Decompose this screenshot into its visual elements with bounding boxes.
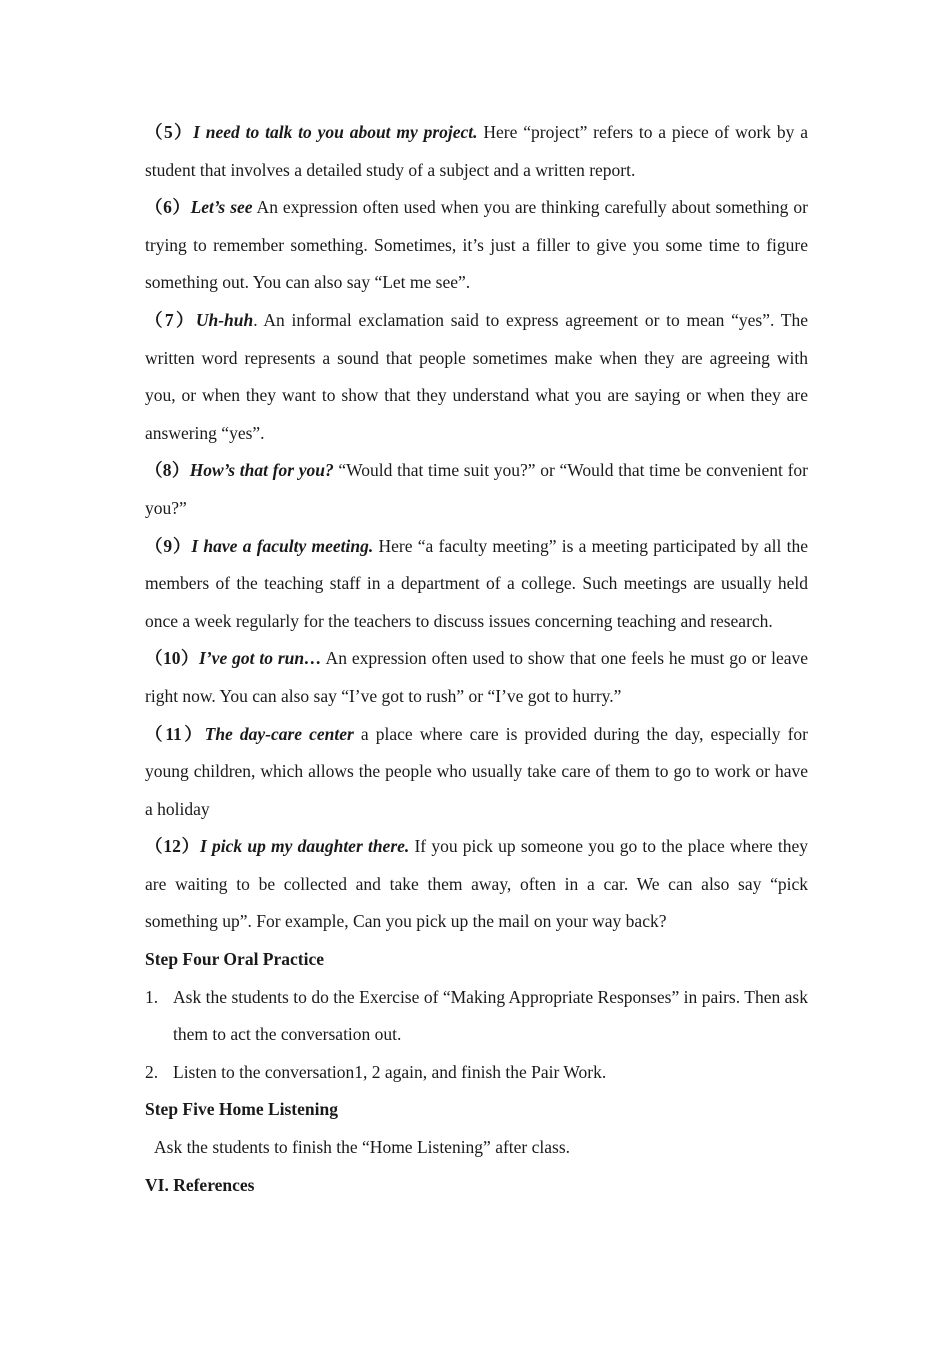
- note-5: [145, 114, 808, 189]
- note-term: I have a faculty meeting.: [191, 535, 374, 556]
- note-text: An expression often used when you are thinking carefully about something or trying to remember something. Sometimes, it’s just a filler to give you some time to figure something out. You can also say “Let me see”.: [145, 197, 808, 293]
- note-term: I’ve got to run…: [199, 648, 322, 669]
- note-number: （12）: [145, 836, 200, 857]
- note-text: An expression often used to show that one feels he must go or leave right now. You can also say “I’ve got to rush” or “I’ve got to hurry.”: [145, 648, 809, 706]
- note-text: Here “a faculty meeting” is a meeting participated by all the members of the teaching staff in a department of a college. Such meetings are usually held once a week regularly for the teachers to discuss issues concerning teaching and research.: [145, 535, 808, 631]
- note-12: [145, 828, 808, 941]
- note-term: Uh-huh: [195, 309, 254, 330]
- note-term: How’s that for you?: [189, 460, 334, 481]
- note-number: （6）: [145, 197, 191, 218]
- note-8: [145, 452, 808, 527]
- note-text: . An informal exclamation said to express agreement or to mean “yes”. The written word represents a sound that people sometimes make when they are agreeing with you, or when they want to show that they understand what you are saying or when they are answering “yes”.: [145, 309, 808, 443]
- note-text: If you pick up someone you go to the place where they are waiting to be collected and take them away, often in a car. We can also say “pick something up”. For example, Can you pick up the mail on your way back?: [145, 836, 808, 932]
- note-11: [145, 716, 808, 829]
- note-10: [145, 640, 808, 715]
- note-number: （10）: [145, 648, 200, 669]
- list-item-text: Ask the students to do the Exercise of “Making Appropriate Responses” in pairs. Then ask them to act the conversation out.: [173, 986, 808, 1045]
- note-text: a place where care is provided during the day, especially for young children, which allows the people who usually take care of them to go to work or have a holiday: [145, 723, 808, 819]
- note-6: [145, 189, 808, 302]
- note-term: I pick up my daughter there.: [199, 836, 410, 857]
- note-text: Here “project” refers to a piece of work by a student that involves a detailed study of a subject and a written report.: [145, 122, 808, 180]
- note-number: （8）: [145, 460, 190, 481]
- note-9: [145, 528, 808, 641]
- note-7: [145, 302, 808, 452]
- references-heading: VI. References: [145, 1174, 255, 1195]
- document-body: [145, 114, 808, 1204]
- note-term: Let’s see: [190, 197, 253, 218]
- note-term: I need to talk to you about my project.: [193, 122, 478, 142]
- list-item: [145, 1054, 808, 1092]
- step-five-text: Ask the students to finish the “Home Listening” after class.: [154, 1137, 571, 1158]
- note-text: “Would that time suit you?” or “Would that time be convenient for you?”: [145, 460, 808, 518]
- note-number: （5）: [145, 122, 194, 142]
- note-term: The day-care center: [204, 723, 354, 744]
- note-number: （7）: [145, 309, 196, 330]
- note-number: （9）: [145, 535, 192, 556]
- list-marker: 1.: [145, 986, 159, 1007]
- note-number: （11）: [145, 723, 205, 744]
- step-four-heading: Step Four Oral Practice: [145, 949, 324, 970]
- list-item: [145, 979, 808, 1054]
- step-five-heading: Step Five Home Listening: [145, 1099, 338, 1120]
- list-marker: 2.: [145, 1061, 159, 1082]
- list-item-text: Listen to the conversation1, 2 again, and finish the Pair Work.: [173, 1061, 607, 1082]
